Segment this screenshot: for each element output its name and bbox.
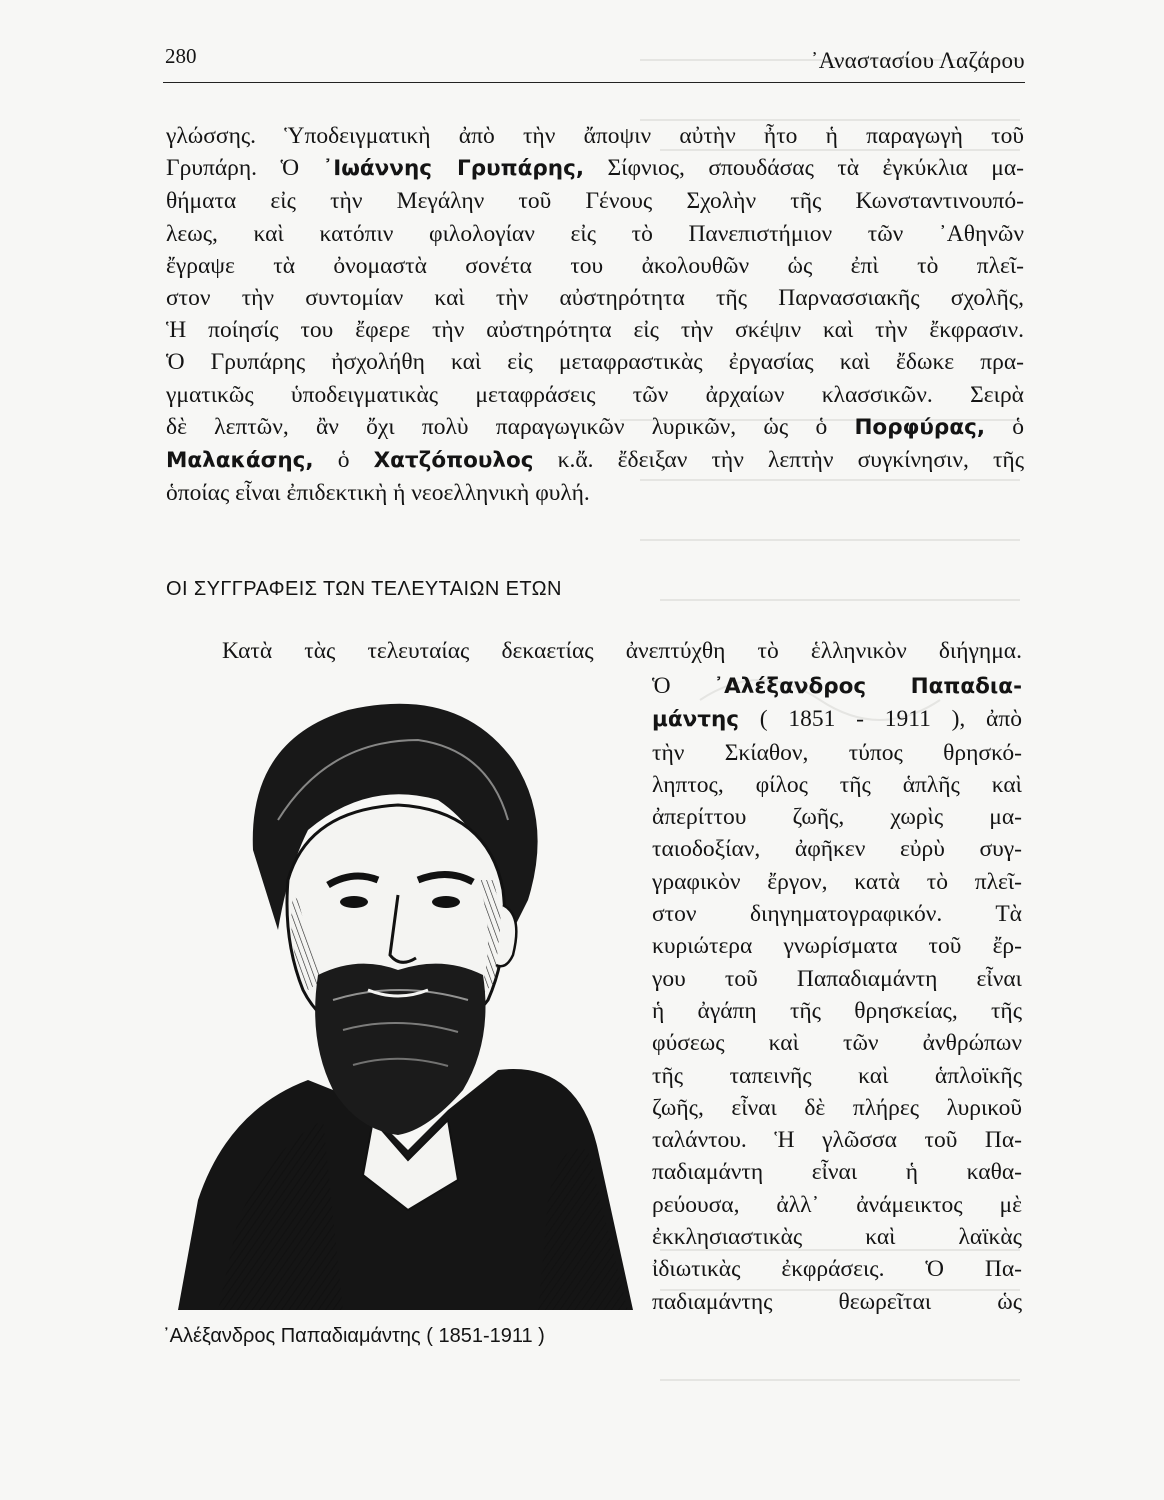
text-line: λεως, καὶ κατόπιν φιλολογίαν εἰς τὸ Πανεπιστήμιον τῶν ᾿Αθηνῶν xyxy=(166,220,1024,247)
name-grypparis: ᾿Ιωάννης Γρυπάρης, xyxy=(322,156,585,182)
text-line: ληπτος, φίλος τῆς ἁπλῆς καὶ xyxy=(652,771,1022,798)
running-title: ᾿Αναστασίου Λαζάρου xyxy=(810,48,1025,73)
text-line: ἡ ἀγάπη τῆς θρησκείας, τῆς xyxy=(652,997,1022,1024)
text-line: τὴν Σκίαθον, τύπος θρησκό- xyxy=(652,739,1022,766)
text-line: ἐκκλησιαστικὰς καὶ λαϊκὰς xyxy=(652,1224,1022,1251)
page-number: 280 xyxy=(165,44,197,68)
paragraph-grypparis xyxy=(166,120,1024,509)
text-line: Ὁ ᾿Αλέξανδρος Παπαδια- xyxy=(652,673,1022,699)
text-line: ὁποίας εἶναι ἐπιδεκτικὴ ἡ νεοελληνικὴ φυλή. xyxy=(166,480,590,507)
name-papadiamantis: ᾿Αλέξανδρος Παπαδια- xyxy=(713,674,1022,699)
text-line: Ἡ ποίησίς του ἔφερε τὴν αὐστηρότητα εἰς τὴν σκέψιν καὶ τὴν ἔκφρασιν. xyxy=(166,317,1024,344)
text-line: γραφικὸν ἔργον, κατὰ τὸ πλεῖ- xyxy=(652,868,1022,895)
text-line: ρεύουσα, ἀλλ᾿ ἀνάμεικτος μὲ xyxy=(652,1191,1022,1218)
text-line: τῆς ταπεινῆς καὶ ἁπλοϊκῆς xyxy=(652,1062,1022,1089)
text-line: δὲ λεπτῶν, ἂν ὄχι πολὺ παραγωγικῶν λυρικῶν, ὡς ὁ Πορφύρας, ὁ xyxy=(166,413,1024,440)
text-line: θήματα εἰς τὴν Μεγάλην τοῦ Γένους Σχολὴν τῆς Κωνσταντινουπό- xyxy=(166,188,1024,215)
name-porfyras: Πορφύρας, xyxy=(854,414,986,440)
name-chatzopoulos: Χατζόπουλος xyxy=(373,448,534,474)
text-line: ἀπερίττου ζωῆς, χωρὶς μα- xyxy=(652,804,1022,831)
text-line: ζωῆς, εἶναι δὲ πλήρες λυρικοῦ xyxy=(652,1094,1022,1121)
text-line: ἰδιωτικὰς ἐκφράσεις. Ὁ Πα- xyxy=(652,1256,1022,1283)
text-line: παδιαμάντη εἶναι ἡ καθα- xyxy=(652,1159,1022,1186)
text-line: Μαλακάσης, ὁ Χατζόπουλος κ.ἄ. ἔδειξαν τὴν λεπτὴν συγκίνησιν, τῆς xyxy=(166,447,1024,474)
text-line: στον διηγηματογραφικόν. Τὰ xyxy=(652,901,1022,928)
text-line: γλώσσης. Ὑποδειγματικὴ ἀπὸ τὴν ἄποψιν αὐτὴν ἦτο ἡ παραγωγὴ τοῦ xyxy=(166,123,1024,149)
text-line: ταιοδοξίαν, ἀφῆκεν εὐρὺ συγ- xyxy=(652,836,1022,863)
section-title: ΟΙ ΣΥΓΓΡΑΦΕΙΣ ΤΩΝ ΤΕΛΕΥΤΑΙΩΝ ΕΤΩΝ xyxy=(166,578,562,600)
lead-sentence: Κατὰ τὰς τελευταίας δεκαετίας ἀνεπτύχθη τὸ ἑλληνικὸν διήγημα. xyxy=(222,638,1022,664)
text-line: ἔγραψε τὰ ὀνομαστὰ σονέτα του ἀκολουθῶν ὡς ἐπὶ τὸ πλεῖ- xyxy=(166,252,1024,279)
portrait-illustration xyxy=(158,680,633,1310)
paragraph-papadiamantis xyxy=(652,670,1022,1318)
name-malakasis: Μαλακάσης, xyxy=(166,448,314,474)
text-line: κυριώτερα γνωρίσματα τοῦ ἔρ- xyxy=(652,933,1022,960)
text-line: Ὁ Γρυπάρης ἠσχολήθη καὶ εἰς μεταφραστικὰς ἐργασίας καὶ ἔδωκε πρα- xyxy=(166,349,1024,376)
page-header xyxy=(163,38,1025,83)
text-line: Γρυπάρη. Ὁ ᾿Ιωάννης Γρυπάρης, Σίφνιος, σπουδάσας τὰ ἐγκύκλια μα- xyxy=(166,155,1024,182)
text-line: φύσεως καὶ τῶν ἀνθρώπων xyxy=(652,1030,1022,1057)
text-line: ταλάντου. Ἡ γλῶσσα τοῦ Πα- xyxy=(652,1127,1022,1154)
text-line: μάντης ( 1851 - 1911 ), ἀπὸ xyxy=(652,706,1022,733)
text-line: στον τὴν συντομίαν καὶ τὴν αὐστηρότητα τῆς Παρνασσιακῆς σχολῆς, xyxy=(166,285,1024,312)
text-line: γματικῶς ὑποδειγματικὰς μεταφράσεις τῶν ἀρχαίων κλασσικῶν. Σειρὰ xyxy=(166,381,1024,408)
portrait-caption: ᾿Αλέξανδρος Παπαδιαμάντης ( 1851-1911 ) xyxy=(163,1325,545,1347)
text-line: παδιαμάντης θεωρεῖται ὡς xyxy=(652,1288,1022,1315)
text-line: γου τοῦ Παπαδιαμάντη εἶναι xyxy=(652,965,1022,992)
